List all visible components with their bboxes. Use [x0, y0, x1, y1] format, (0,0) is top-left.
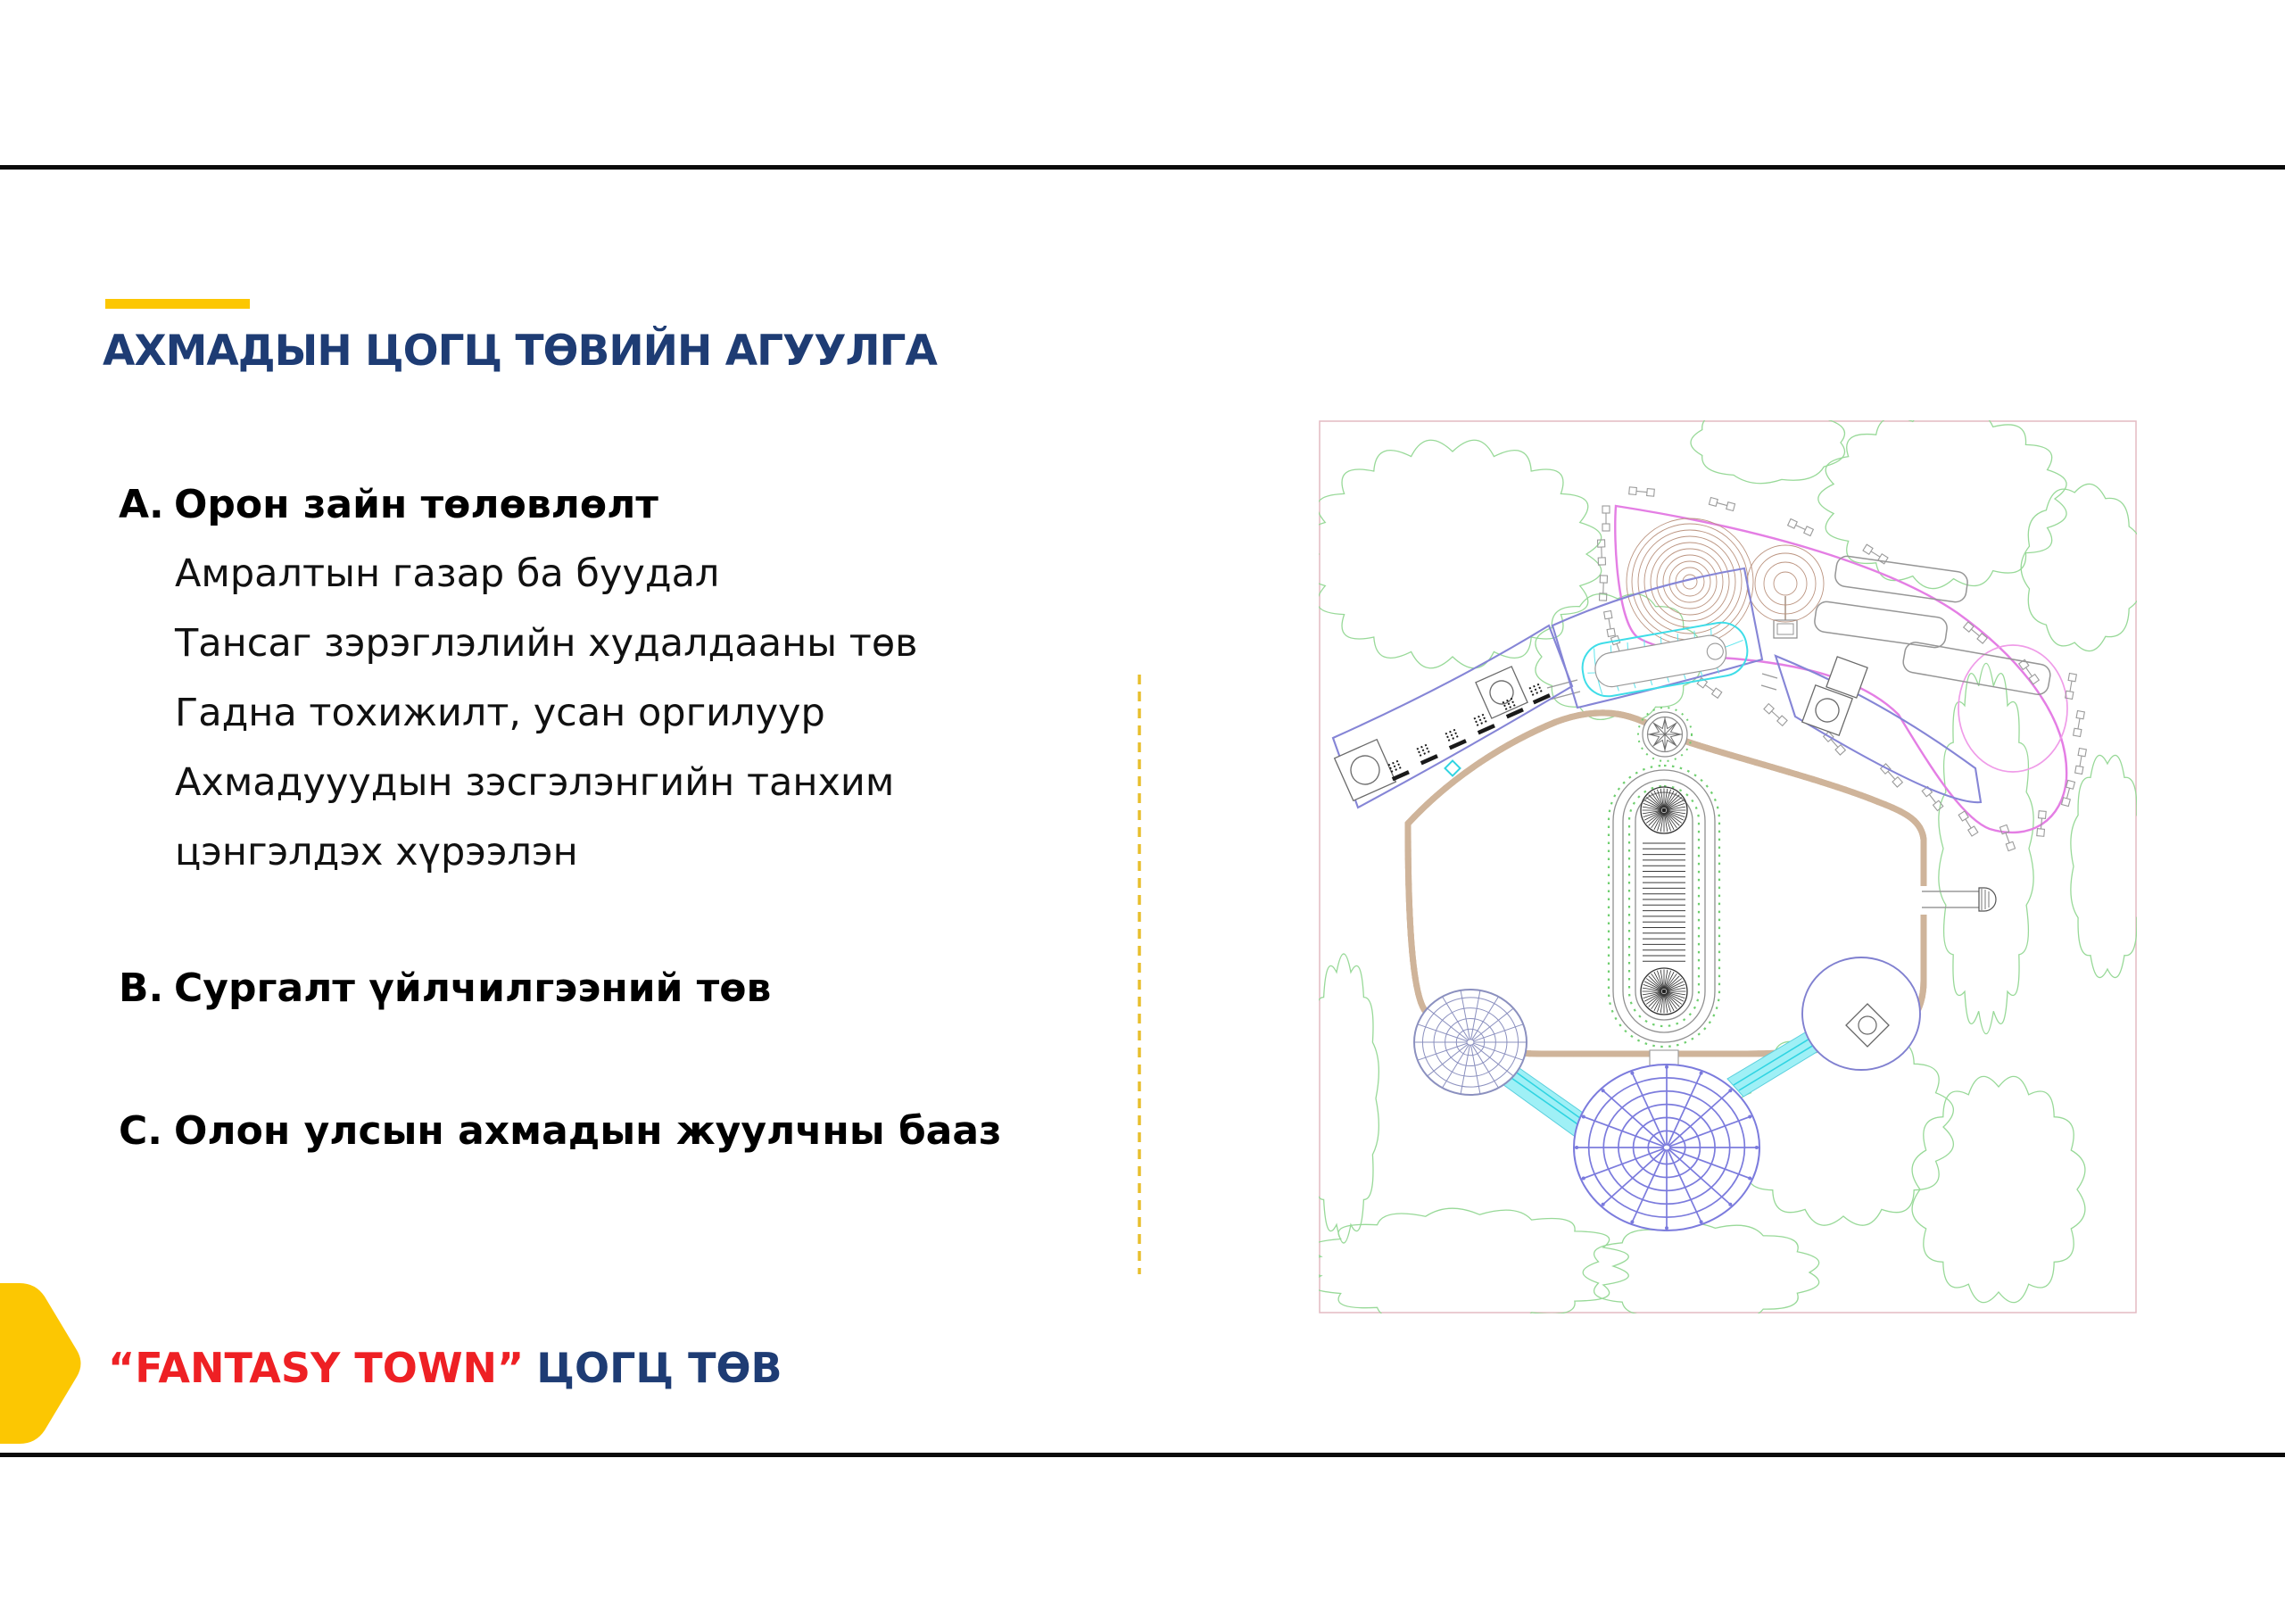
outline-item: Амралтын газар ба буудал [175, 551, 720, 596]
footer-brand-text: “FANTASY TOWN” [108, 1344, 525, 1392]
section-c-heading [119, 1108, 1002, 1154]
dashed-divider-line [1135, 671, 1144, 1278]
outline-item: Ахмадууудын зэсгэлэнгийн танхим [175, 760, 895, 805]
footer-chevron-icon [0, 1281, 89, 1447]
footer-suffix-text: ЦОГЦ ТӨВ [536, 1344, 782, 1392]
fountain-capsule [1609, 766, 1719, 1068]
section-a-title: Орон зайн төлөвлөлт [174, 482, 658, 527]
section-a-heading [119, 482, 658, 527]
section-b-title: Сургалт үйлчилгээний төв [174, 965, 772, 1011]
compass-rose [1638, 708, 1692, 761]
section-c-label: С. [119, 1108, 163, 1154]
section-c-title: Олон улсын ахмадын жуулчны бааз [174, 1108, 1002, 1154]
section-b-heading [119, 965, 771, 1011]
east-pavilion [1802, 957, 1920, 1070]
page-title: АХМАДЫН ЦОГЦ ТӨВИЙН АГУУЛГА [103, 327, 937, 376]
title-accent-bar [105, 299, 250, 309]
central-hall-building [1552, 568, 1762, 708]
outline-item: Гадна тохижилт, усан оргилуур [175, 691, 825, 735]
dome-structures [1414, 990, 1759, 1230]
slide-top-border [0, 165, 2285, 170]
section-b-label: В. [119, 965, 164, 1011]
section-a-label: А. [119, 482, 164, 527]
outline-item: цэнгэлдэх хүрээлэн [175, 830, 578, 874]
outline-item: Тансаг зэрэглэлийн худалдааны төв [175, 621, 918, 666]
footer-caption [108, 1344, 782, 1392]
slide-bottom-border [0, 1453, 2285, 1457]
cyan-marker [1445, 761, 1461, 776]
site-plan [1319, 420, 2137, 1313]
east-corridor [1922, 888, 1996, 911]
